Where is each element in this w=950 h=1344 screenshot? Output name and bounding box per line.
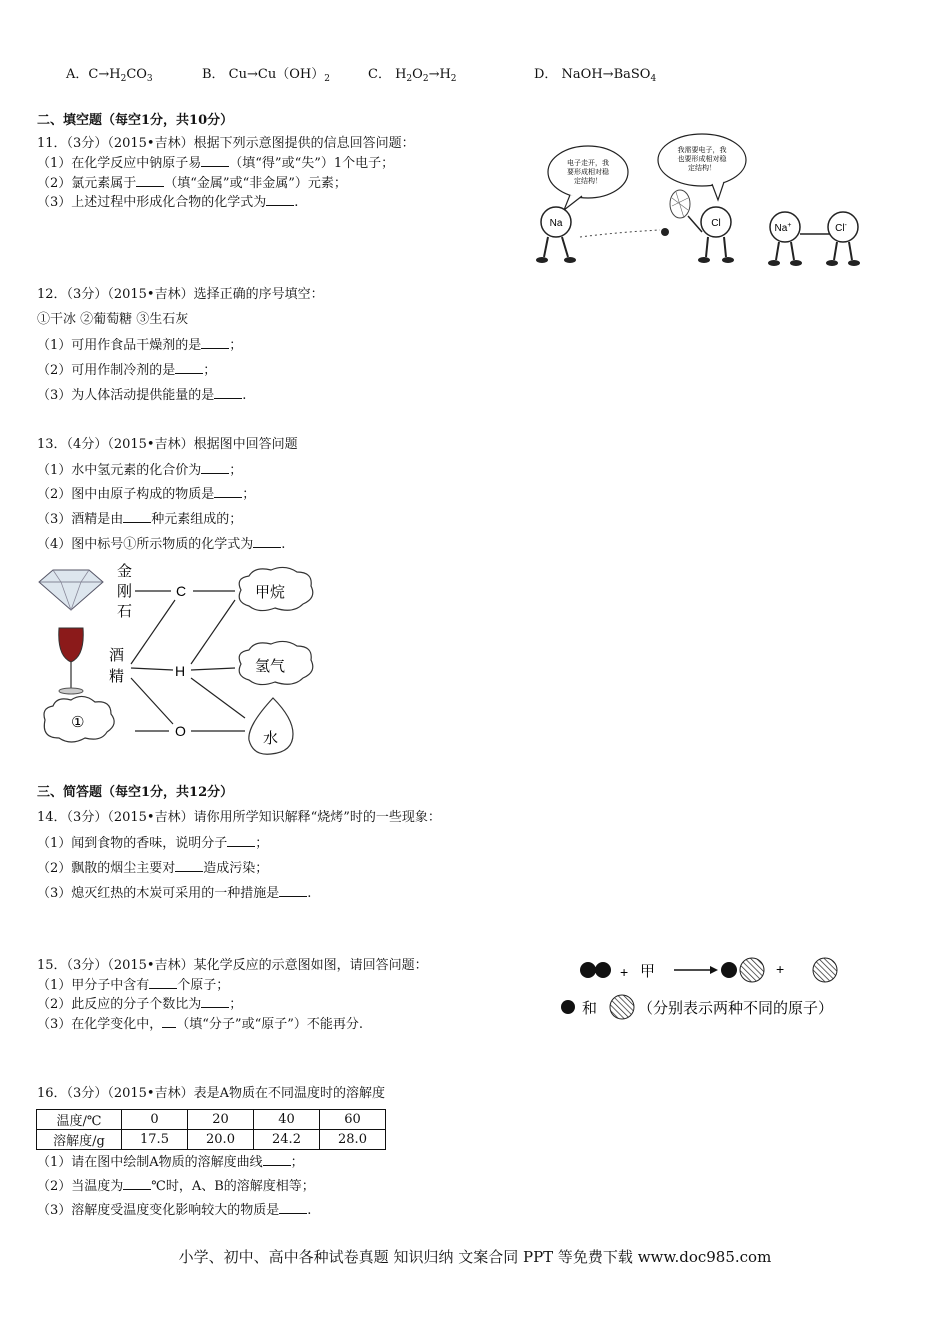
page-footer: 小学、初中、高中各种试卷真题 知识归纳 文案合同 PPT 等免费下载 www.doc985.com <box>178 1248 772 1266</box>
answer-blank[interactable] <box>136 174 164 187</box>
section3-title: 三、简答题（每空1分，共12分） <box>37 785 234 800</box>
na-label: Na <box>549 218 563 229</box>
net-handle <box>688 216 702 232</box>
q13-part3: （3）酒精是由 种元素组成的； <box>37 512 243 527</box>
table-cell: 温度/℃ <box>37 1110 122 1130</box>
table-cell: 0 <box>122 1110 188 1130</box>
label-shi: 石 <box>117 602 133 620</box>
table-row <box>37 1110 386 1130</box>
answer-blank[interactable] <box>266 193 294 206</box>
section2-title: 二、填空题（每空1分，共10分） <box>37 113 234 128</box>
table-cell: 17.5 <box>122 1130 188 1150</box>
answer-blank[interactable] <box>201 154 229 167</box>
q14-stem: 14．（3分）（2015•吉林）请你用所学知识解释“烧烤”时的一些现象： <box>37 810 441 825</box>
label-mark1: ① <box>71 713 85 731</box>
q11-part3: （3）上述过程中形成化合物的化学式为 . <box>37 195 299 210</box>
q13-stem: 13．（4分）（2015•吉林）根据图中回答问题 <box>37 437 298 452</box>
answer-blank[interactable] <box>123 510 151 523</box>
option-c: C． $H_2O_2\to H_2$ <box>368 67 457 84</box>
answer-blank[interactable] <box>175 859 203 872</box>
answer-blank[interactable] <box>279 884 307 897</box>
q12-part2: （2）可用作制冷剂的是 ； <box>37 363 217 378</box>
answer-blank[interactable] <box>201 461 229 474</box>
black-atom <box>580 962 596 978</box>
q15-part2: （2）此反应的分子个数比为 ； <box>37 997 243 1012</box>
table-cell: 40 <box>254 1110 320 1130</box>
answer-blank[interactable] <box>201 995 229 1008</box>
svg-text:定结构！: 定结构！ <box>688 164 716 172</box>
svg-text:定结构！: 定结构！ <box>574 177 602 185</box>
svg-text:要形成相对稳: 要形成相对稳 <box>567 168 609 176</box>
answer-blank[interactable] <box>279 1201 307 1214</box>
q14-part1: （1）闻到食物的香味，说明分子 ； <box>37 836 269 851</box>
table-row <box>37 1130 386 1150</box>
q12-stem: 12．（3分）（2015•吉林）选择正确的序号填空： <box>37 287 324 302</box>
node-h: H <box>175 663 186 679</box>
answer-blank[interactable] <box>201 336 229 349</box>
na-ion-label: Na+ <box>774 222 792 234</box>
answer-blank[interactable] <box>123 1177 151 1190</box>
label-gang: 刚 <box>117 582 133 600</box>
answer-blank[interactable] <box>227 834 255 847</box>
table-cell: 24.2 <box>254 1130 320 1150</box>
ion-formation-illustration <box>530 132 875 272</box>
black-atom-legend <box>561 1000 575 1014</box>
q12-part1: （1）可用作食品干燥剂的是 ； <box>37 338 243 353</box>
hatched-atom <box>813 958 837 982</box>
cl-label: Cl <box>711 218 721 229</box>
q15-stem: 15．（3分）（2015•吉林）某化学反应的示意图如图，请回答问题： <box>37 958 428 973</box>
option-a: A．$C\to H_2CO_3$ <box>66 67 153 84</box>
answer-blank[interactable] <box>214 386 242 399</box>
table-cell: 溶解度/g <box>37 1130 122 1150</box>
electron-icon <box>661 228 669 236</box>
label-jiu: 酒 <box>109 646 125 664</box>
answer-blank[interactable] <box>149 976 177 989</box>
label-jia: 甲 <box>640 962 656 980</box>
diamond-icon <box>39 570 103 610</box>
option-b: B． $Cu\to Cu(OH)_2$ <box>202 67 330 84</box>
answer-blank[interactable] <box>214 485 242 498</box>
hatched-atom <box>740 958 764 982</box>
plus-sign: + <box>620 964 629 980</box>
q11-part1: （1）在化学反应中钠原子易 （填“得”或“失”）1个电子； <box>37 156 395 171</box>
answer-blank[interactable] <box>175 361 203 374</box>
q11-part2: （2）氯元素属于 （填“金属”或“非金属”）元素； <box>37 176 347 191</box>
table-cell: 28.0 <box>320 1130 386 1150</box>
node-o: O <box>175 723 186 739</box>
node-c: C <box>176 583 187 599</box>
q16-part2: （2）当温度为 ℃时，A、B的溶解度相等； <box>37 1179 315 1194</box>
black-atom <box>721 962 737 978</box>
q16-stem: 16．（3分）（2015•吉林）表是A物质在不同温度时的溶解度 <box>37 1086 385 1101</box>
label-jingg: 精 <box>109 667 125 685</box>
label-hydrogen: 氢气 <box>255 657 286 675</box>
hatched-atom-legend <box>610 995 634 1019</box>
q11-stem: 11．（3分）（2015•吉林）根据下列示意图提供的信息回答问题： <box>37 136 415 151</box>
q14-part2: （2）飘散的烟尘主要对 造成污染； <box>37 861 269 876</box>
element-relation-diagram <box>35 560 325 760</box>
solubility-table <box>36 1109 386 1150</box>
option-d: D． NaOH→BaSO$_4$ <box>534 67 657 84</box>
answer-blank[interactable] <box>263 1153 291 1166</box>
wine-glass-icon <box>59 628 84 662</box>
answer-blank[interactable] <box>162 1015 176 1028</box>
q16-part3: （3）溶解度受温度变化影响较大的物质是 . <box>37 1203 312 1218</box>
q13-part2: （2）图中由原子构成的物质是 ； <box>37 487 256 502</box>
q13-part4: （4）图中标号①所示物质的化学式为 . <box>37 537 286 552</box>
q13-part1: （1）水中氢元素的化合价为 ； <box>37 463 243 478</box>
label-he: 和 <box>582 999 598 1017</box>
bubble-na-text: 电子走开，我 <box>567 159 609 167</box>
table-cell: 60 <box>320 1110 386 1130</box>
reaction-diagram <box>560 955 870 1027</box>
q14-part3: （3）熄灭红热的木炭可采用的一种措施是 . <box>37 886 312 901</box>
q15-part3: （3）在化学变化中， （填“分子”或“原子”）不能再分. <box>37 1017 363 1032</box>
answer-blank[interactable] <box>253 535 281 548</box>
svg-text:也要形成相对稳: 也要形成相对稳 <box>677 155 727 163</box>
q12-choices: ①干冰 ②葡萄糖 ③生石灰 <box>37 312 189 327</box>
svg-text:我需要电子，我: 我需要电子，我 <box>677 146 727 154</box>
q16-part1: （1）请在图中绘制A物质的溶解度曲线 ； <box>37 1155 304 1170</box>
label-water: 水 <box>263 729 279 747</box>
cl-ion-label: Cl- <box>835 222 847 234</box>
label-jin: 金 <box>117 562 133 580</box>
q15-part1: （1）甲分子中含有 个原子； <box>37 978 230 993</box>
legend-text: （分别表示两种不同的原子） <box>638 999 834 1017</box>
label-methane: 甲烷 <box>255 583 286 601</box>
plus-sign: + <box>776 961 785 977</box>
q12-part3: （3）为人体活动提供能量的是 . <box>37 388 247 403</box>
black-atom <box>595 962 611 978</box>
table-cell: 20.0 <box>188 1130 254 1150</box>
table-cell: 20 <box>188 1110 254 1130</box>
